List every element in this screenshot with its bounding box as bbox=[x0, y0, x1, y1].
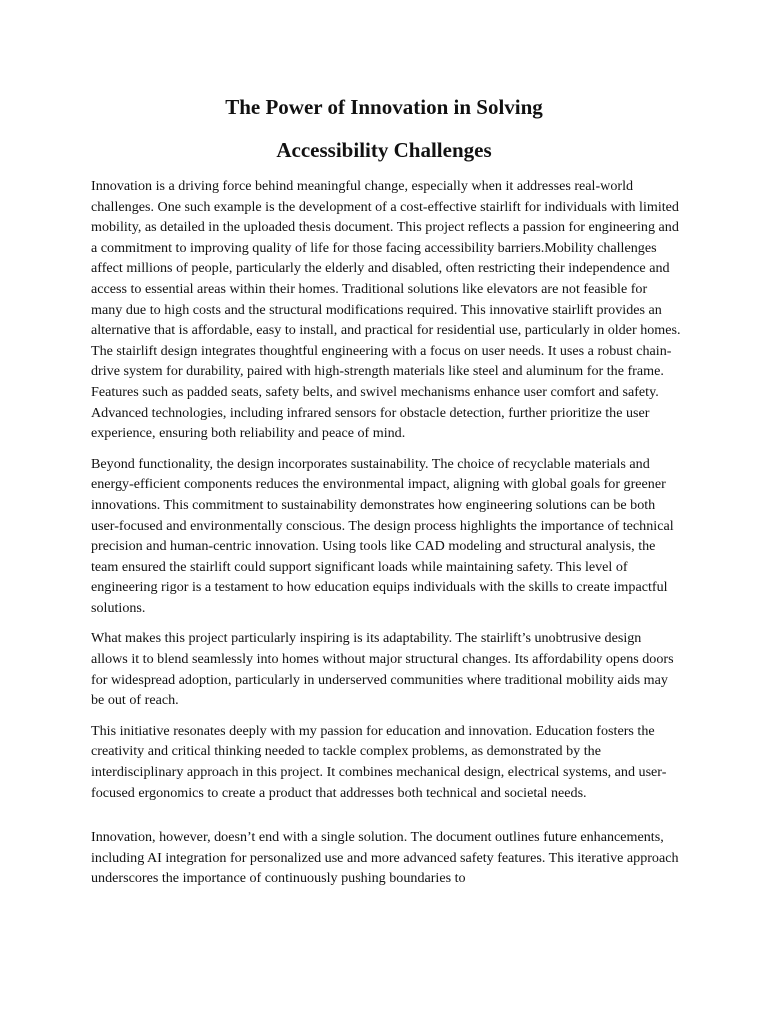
paragraph-5: Innovation, however, doesn’t end with a single solution. The document outlines future enhancements, including AI integration for personalized use and more advanced safety features. This iterative approach underscores the importance of continuously pushing boundaries to bbox=[91, 829, 679, 887]
paragraph-2: Beyond functionality, the design incorporates sustainability. The choice of recyclable materials and energy-efficient components reduces the environmental impact, aligning with global goals for greener innovations. This commitment to sustainability demonstrates how engineering solutions can be both user-focused and environmentally conscious. The design process highlights the importance of technical precision and human-centric innovation. Using tools like CAD modeling and structural analysis, the team ensured the stairlift could support significant loads while maintaining safety. This level of engineering rigor is a testament to how education equips individuals with the skills to create impactful solutions. bbox=[91, 455, 674, 616]
paragraph-1: Innovation is a driving force behind meaningful change, especially when it addresses real-world challenges. One such example is the development of a cost-effective stairlift for individuals with limited mobility, as detailed in the uploaded thesis document. This project reflects a passion for engineering and a commitment to improving quality of life for those facing accessibility barriers.Mobility challenges affect millions of people, particularly the elderly and disabled, often restricting their independence and access to essential areas within their homes. Traditional solutions like elevators are not feasible for many due to high costs and the structural modifications required. This innovative stairlift provides an alternative that is affordable, easy to install, and practical for residential use, particularly in older homes. The stairlift design integrates thoughtful engineering with a focus on user needs. It uses a robust chain-drive system for durability, paired with high-strength materials like steel and aluminum for the frame. Features such as padded seats, safety belts, and swivel mechanisms enhance user comfort and safety. Advanced technologies, including infrared sensors for obstacle detection, further prioritize the user experience, ensuring both reliability and peace of mind. bbox=[91, 178, 681, 442]
document-title-line-1: The Power of Innovation in Solving bbox=[225, 95, 543, 119]
paragraph-3: What makes this project particularly inspiring is its adaptability. The stairlift’s unobtrusive design allows it to blend seamlessly into homes without major structural changes. Its affordability opens doors for widespread adoption, particularly in underserved communities where traditional mobility aids may be out of reach. bbox=[91, 630, 674, 709]
paragraph-4: This initiative resonates deeply with my passion for education and innovation. Education fosters the creativity and critical thinking needed to tackle complex problems, as demonstrated by the interdisciplinary approach in this project. It combines mechanical design, electrical systems, and user-focused ergonomics to create a product that addresses both technical and societal needs. bbox=[91, 722, 667, 801]
document-body bbox=[91, 176, 681, 899]
document-title-line-2: Accessibility Challenges bbox=[276, 138, 492, 162]
